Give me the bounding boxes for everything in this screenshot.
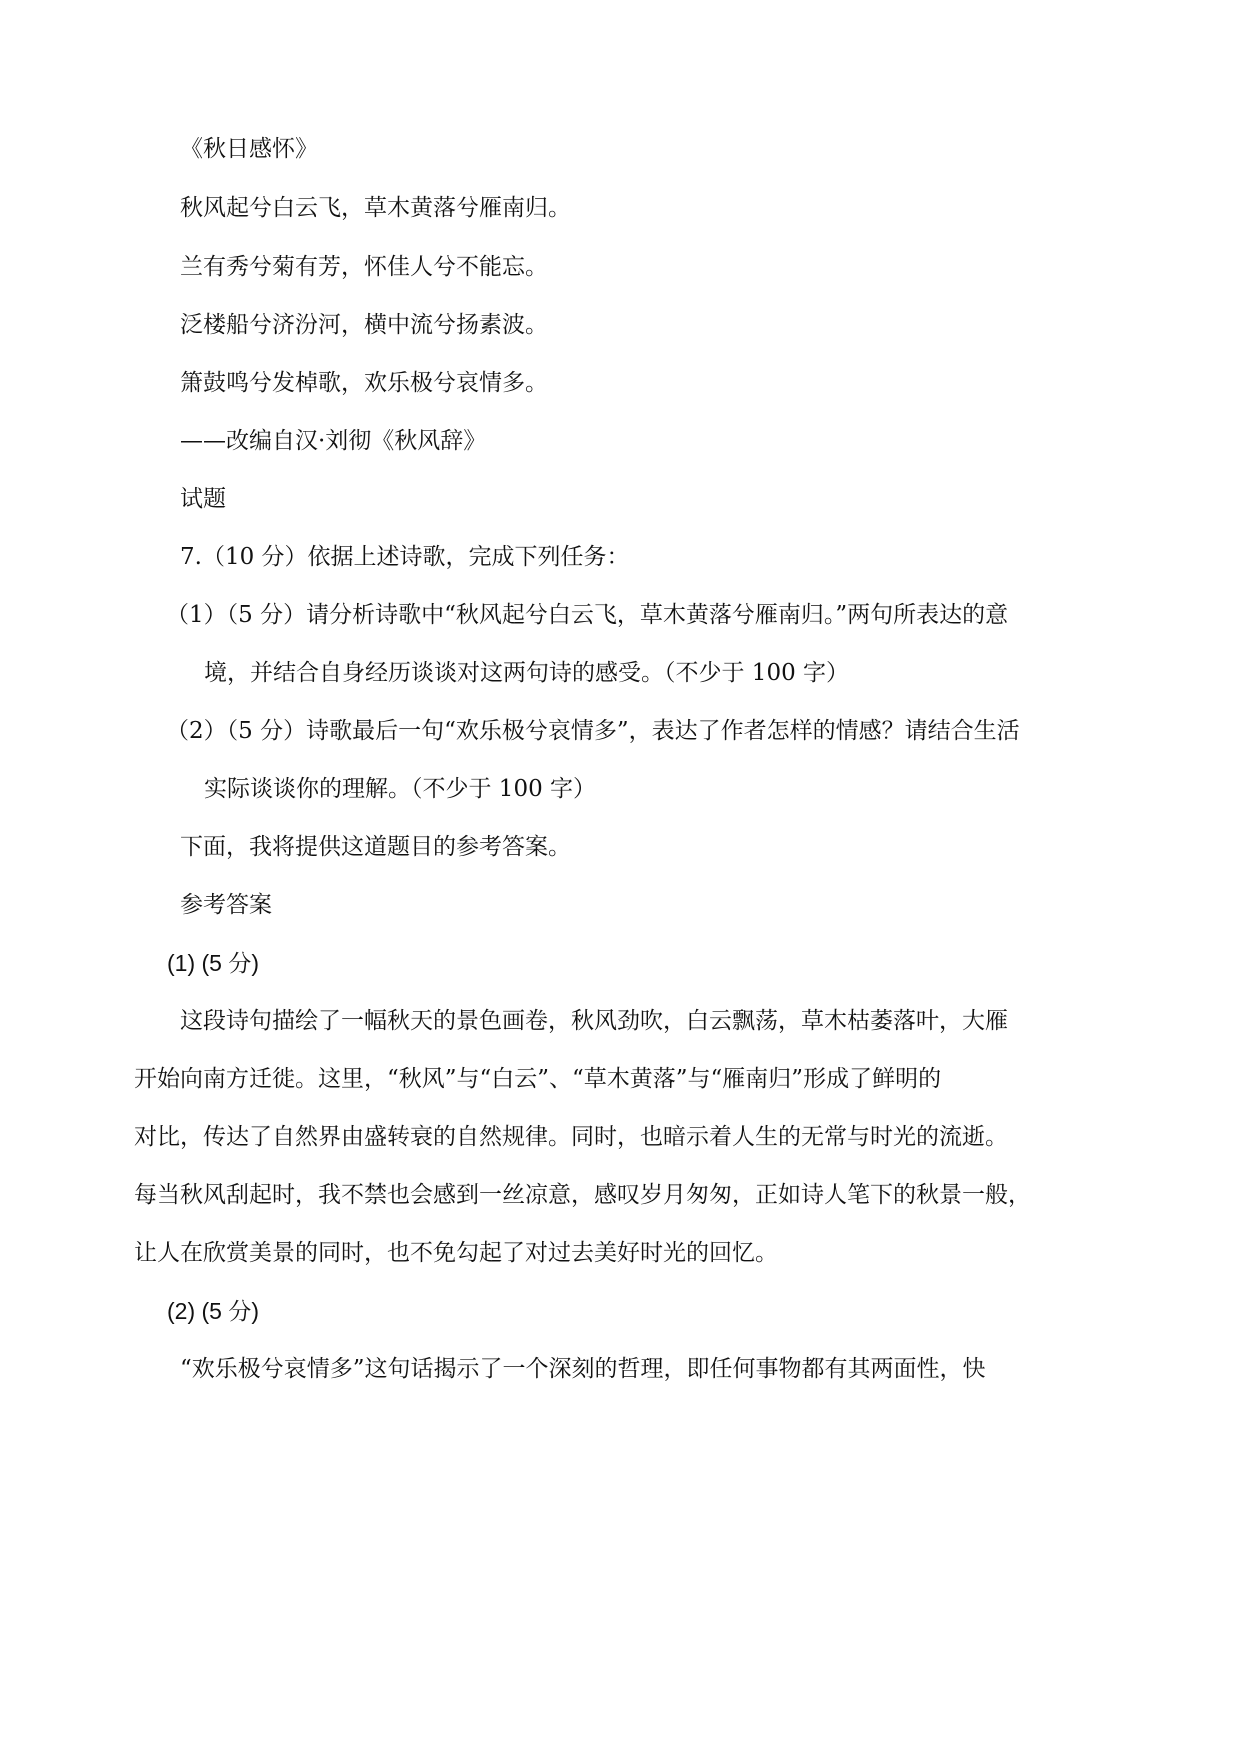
poem-source: ——改编自汉·刘彻《秋风辞》 [180,428,487,454]
answer-part-1-line: 开始向南方迁徙。这里，“秋风”与“白云”、“草木黄落”与“雁南归”形成了鲜明的 [134,1066,942,1092]
poem-line: 箫鼓鸣兮发棹歌，欢乐极兮哀情多。 [180,370,548,396]
answer-part-1-label: (1) (5 分) [167,950,259,976]
answer-part-1-line: 对比，传达了自然界由盛转衰的自然规律。同时，也暗示着人生的无常与时光的流逝。 [134,1124,1008,1150]
subquestion-1-continued: 境，并结合自身经历谈谈对这两句诗的感受。（不少于 100 字） [204,660,850,686]
answer-part-1-line: 这段诗句描绘了一幅秋天的景色画卷，秋风劲吹，白云飘荡，草木枯萎落叶，大雁 [180,1008,1008,1034]
question-heading: 试题 [180,486,226,512]
question-stem: 7.（10 分）依据上述诗歌，完成下列任务： [180,544,630,570]
poem-title: 《秋日感怀》 [180,136,318,162]
subquestion-2-continued: 实际谈谈你的理解。（不少于 100 字） [204,776,597,802]
answer-part-1-line: 让人在欣赏美景的同时，也不免勾起了对过去美好时光的回忆。 [134,1240,778,1266]
subquestion-1: （1）（5 分）请分析诗歌中“秋风起兮白云飞，草木黄落兮雁南归。”两句所表达的意 [166,602,1009,628]
poem-line: 秋风起兮白云飞，草木黄落兮雁南归。 [180,195,571,221]
answer-part-2-label: (2) (5 分) [167,1298,259,1324]
poem-line: 兰有秀兮菊有芳，怀佳人兮不能忘。 [180,254,548,280]
answer-heading: 参考答案 [180,892,272,918]
answer-part-1-line: 每当秋风刮起时，我不禁也会感到一丝凉意，感叹岁月匆匆，正如诗人笔下的秋景一般， [134,1182,1031,1208]
transition-text: 下面，我将提供这道题目的参考答案。 [180,834,571,860]
answer-part-2-line: “欢乐极兮哀情多”这句话揭示了一个深刻的哲理，即任何事物都有其两面性，快 [180,1356,986,1382]
poem-line: 泛楼船兮济汾河，横中流兮扬素波。 [180,312,548,338]
subquestion-2: （2）（5 分）诗歌最后一句“欢乐极兮哀情多”，表达了作者怎样的情感？请结合生活 [166,718,1020,744]
